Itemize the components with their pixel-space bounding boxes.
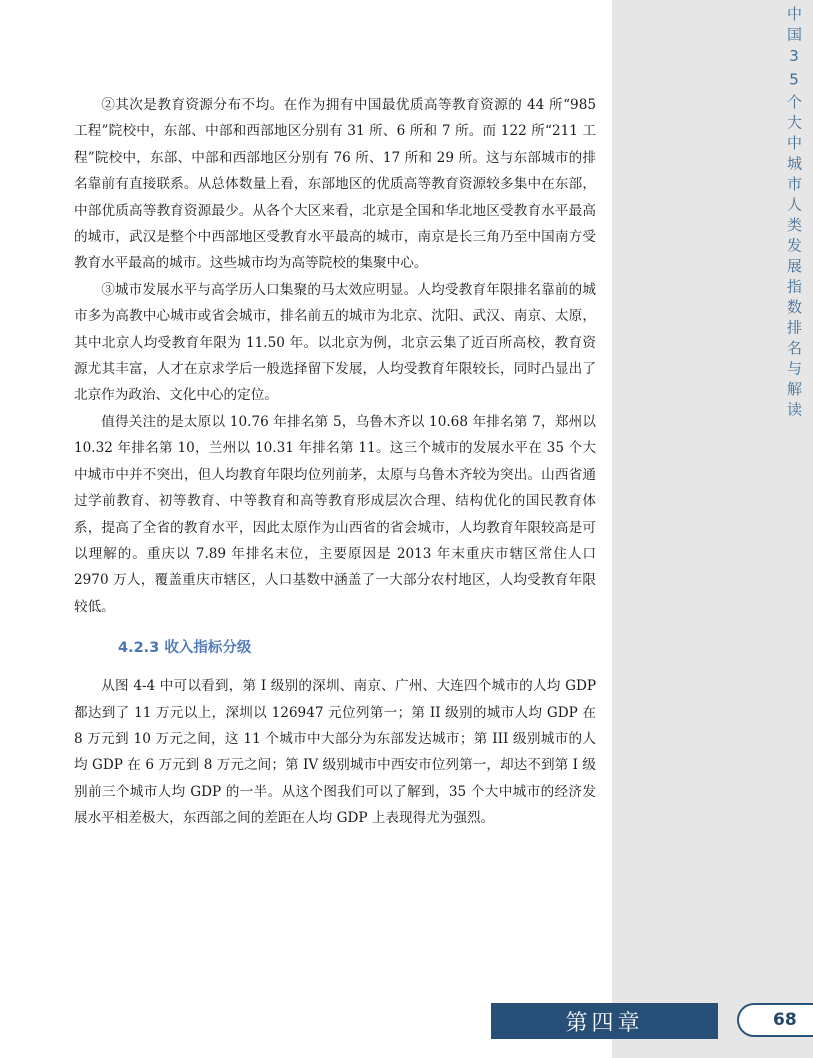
paragraph-taiyuan-note: 值得关注的是太原以 10.76 年排名第 5，乌鲁木齐以 10.68 年排名第 7，郑州以 10.32 年排名第 10，兰州以 10.31 年排名第 11。这三个城市的发展水平在 35 个大中城市中并不突出，但人均教育年限均位列前茅，太原与乌鲁木齐较为突出。山西省通过学前教育、初等教育、中等教育和高等教育形成层次合理、结构优化的国民教育体系，提高了全省的教育水平，因此太原作为山西省的省会城市，人均教育年限较高是可以理解的。重庆以 7.89 年排名末位，主要原因是 2013 年末重庆市辖区常住人口 2970 万人，覆盖重庆市辖区，人口基数中涵盖了一大部分农村地区，人均受教育年限较低。: [74, 413, 596, 615]
section-heading: 4.2.3 收入指标分级: [118, 640, 252, 657]
page-number: 68: [737, 1003, 813, 1037]
running-title: 中国35个大中城市人类发展指数排名与解读: [785, 6, 803, 422]
page-content: [74, 92, 596, 832]
paragraph-matthew-effect: ③城市发展水平与高学历人口集聚的马太效应明显。人均受教育年限排名靠前的城市多为高教中心城市或省会城市，排名前五的城市为北京、沈阳、武汉、南京、太原，其中北京人均受教育年限为 11.50 年。以北京为例，北京云集了近百所高校，教育资源尤其丰富，人才在京求学后一般选择留下发展，人均受教育年限较长，同时凸显出了北京作为政治、文化中心的定位。: [74, 281, 596, 404]
paragraph-education-distribution: ②其次是教育资源分布不均。在作为拥有中国最优质高等教育资源的 44 所“985 工程”院校中，东部、中部和西部地区分别有 31 所、6 所和 7 所。而 122 所“211 工程”院校中，东部、中部和西部地区分别有 76 所、17 所和 29 所。这与东部城市的排名靠前有直接联系。从总体数量上看，东部地区的优质高等教育资源较多集中在东部，中部优质高等教育资源最少。从各个大区来看，北京是全国和华北地区受教育水平最高的城市，武汉是整个中西部地区受教育水平最高的城市，南京是长三角乃至中国南方受教育水平最高的城市。这些城市均为高等院校的集聚中心。: [74, 97, 596, 272]
paragraph-income-levels: 从图 4-4 中可以看到，第 I 级别的深圳、南京、广州、大连四个城市的人均 GDP 都达到了 11 万元以上，深圳以 126947 元位列第一；第 II 级别的城市人均 GDP 在 8 万元到 10 万元之间，这 11 个城市中大部分为东部发达城市；第 III 级别城市的人均 GDP 在 6 万元到 8 万元之间；第 IV 级别城市中西安市位列第一，却达不到第 I 级别前三个城市人均 GDP 的一半。从这个图我们可以了解到，35 个大中城市的经济发展水平相差极大，东西部之间的差距在人均 GDP 上表现得尤为强烈。: [74, 678, 596, 827]
chapter-label: 第四章: [491, 1003, 718, 1039]
